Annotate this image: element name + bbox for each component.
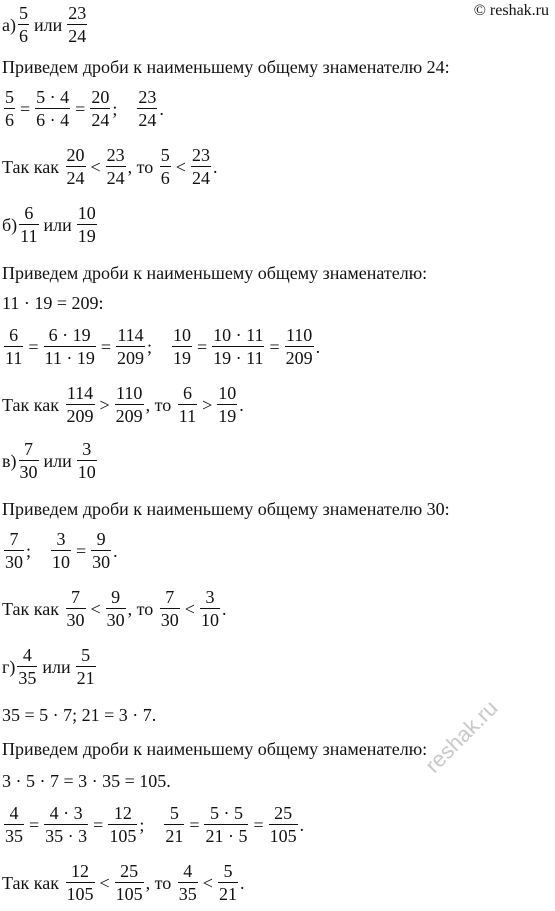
part-d-equation: $\frac{4}{35}$ = $\frac{4 \cdot 3}{35 \cdot 3}$ = $\frac{12}{105}$ ; $\frac{5}{21}$ = $\frac{5 \cdot 5}{21 \cdot 5}$ = $\frac{25}{105}$ . (5, 803, 305, 846)
fraction: $\frac{7}{30}$ (66, 587, 85, 630)
part-d-header: г) $\frac{4}{35}$ или $\frac{5}{21}$ (2, 645, 95, 688)
fraction: $\frac{23}{24}$ (68, 3, 87, 46)
part-b-lcm: 11 · 19 = 209: (2, 293, 104, 313)
fraction: $\frac{10}{19}$ (77, 203, 96, 246)
fraction: $\frac{25}{105}$ (115, 861, 143, 904)
fraction: $\frac{4 \cdot 3}{35 \cdot 3}$ (45, 803, 88, 846)
fraction: $\frac{114}{209}$ (116, 325, 144, 368)
fraction: $\frac{5 \cdot 4}{6 \cdot 4}$ (36, 87, 70, 130)
fraction: $\frac{114}{209}$ (66, 383, 94, 426)
fraction: $\frac{5}{6}$ (18, 3, 28, 46)
fraction: $\frac{23}{24}$ (191, 145, 210, 188)
part-b-equation: $\frac{6}{11}$ = $\frac{6 \cdot 19}{11 \cdot 19}$ = $\frac{114}{209}$ ; $\frac{10}{19}$ = $\frac{10 \cdot 11}{19 \cdot 11}$ = $\frac{110}{209}$ . (5, 325, 321, 368)
fraction: $\frac{110}{209}$ (115, 383, 143, 426)
fraction: $\frac{6 \cdot 19}{11 \cdot 19}$ (44, 325, 95, 368)
part-label: а) (2, 14, 16, 35)
fraction: $\frac{4}{35}$ (5, 803, 23, 846)
fraction: $\frac{9}{30}$ (92, 529, 111, 572)
fraction: $\frac{23}{24}$ (138, 87, 157, 130)
part-a-intro: Приведем дроби к наименьшему общему знаменателю 24: (2, 57, 450, 77)
part-b-conclusion: Так как $\frac{114}{209}$ > $\frac{110}{209}$ , то $\frac{6}{11}$ > $\frac{10}{19}$ . (2, 383, 244, 426)
fraction: $\frac{5}{21}$ (165, 803, 184, 846)
fraction: $\frac{25}{105}$ (269, 803, 297, 846)
fraction: $\frac{20}{24}$ (66, 145, 85, 188)
part-a-header: а) $\frac{5}{6}$ или $\frac{23}{24}$ (2, 3, 87, 46)
fraction: $\frac{12}{105}$ (109, 803, 137, 846)
fraction: $\frac{4}{35}$ (18, 645, 37, 688)
fraction: $\frac{5}{21}$ (218, 861, 237, 904)
fraction: $\frac{20}{24}$ (91, 87, 110, 130)
part-c-header: в) $\frac{7}{30}$ или $\frac{3}{10}$ (2, 439, 96, 482)
part-b-header: б) $\frac{6}{11}$ или $\frac{10}{19}$ (2, 203, 96, 246)
fraction: $\frac{3}{10}$ (77, 439, 96, 482)
part-d-factor: 35 = 5 · 7; 21 = 3 · 7. (2, 705, 157, 725)
fraction: $\frac{9}{30}$ (106, 587, 125, 630)
fraction: $\frac{12}{105}$ (66, 861, 94, 904)
fraction: $\frac{110}{209}$ (285, 325, 313, 368)
fraction: $\frac{23}{24}$ (106, 145, 125, 188)
part-a-equation: $\frac{5}{6}$ = $\frac{5 \cdot 4}{6 \cdot 4}$ = $\frac{20}{24}$ ; $\frac{23}{24}$ . (5, 87, 164, 130)
fraction: $\frac{6}{11}$ (178, 383, 197, 426)
fraction: $\frac{7}{30}$ (5, 529, 23, 572)
fraction: $\frac{7}{30}$ (19, 439, 38, 482)
part-d-conclusion: Так как $\frac{12}{105}$ < $\frac{25}{105}$ , то $\frac{4}{35}$ < $\frac{5}{21}$ . (2, 861, 245, 904)
fraction: $\frac{4}{35}$ (178, 861, 197, 904)
fraction: $\frac{5}{6}$ (160, 145, 170, 188)
fraction: $\frac{7}{30}$ (160, 587, 179, 630)
fraction: $\frac{10}{19}$ (173, 325, 191, 368)
fraction: $\frac{10 \cdot 11}{19 \cdot 11}$ (213, 325, 264, 368)
fraction: $\frac{6}{11}$ (5, 325, 23, 368)
fraction: $\frac{6}{11}$ (20, 203, 38, 246)
part-b-intro: Приведем дроби к наименьшему общему знаменателю: (2, 263, 428, 283)
part-a-conclusion: Так как $\frac{20}{24}$ < $\frac{23}{24}$ , то $\frac{5}{6}$ < $\frac{23}{24}$ . (2, 145, 218, 188)
watermark-diagonal: reshak.ru (420, 695, 503, 778)
fraction: $\frac{5 \cdot 5}{21 \cdot 5}$ (205, 803, 248, 846)
fraction: $\frac{3}{10}$ (52, 529, 71, 572)
part-d-lcm: 3 · 5 · 7 = 3 · 35 = 105. (2, 771, 171, 791)
part-c-equation: $\frac{7}{30}$ ; $\frac{3}{10}$ = $\frac{9}{30}$ . (5, 529, 118, 572)
fraction: $\frac{10}{19}$ (218, 383, 237, 426)
fraction: $\frac{5}{6}$ (5, 87, 14, 130)
fraction: $\frac{3}{10}$ (200, 587, 219, 630)
part-d-intro: Приведем дроби к наименьшему общему знаменателю: (2, 739, 428, 759)
watermark: © reshak.ru (473, 2, 549, 19)
part-c-conclusion: Так как $\frac{7}{30}$ < $\frac{9}{30}$ , то $\frac{7}{30}$ < $\frac{3}{10}$ . (2, 587, 227, 630)
fraction: $\frac{5}{21}$ (76, 645, 95, 688)
part-c-intro: Приведем дроби к наименьшему общему знаменателю 30: (2, 499, 450, 519)
